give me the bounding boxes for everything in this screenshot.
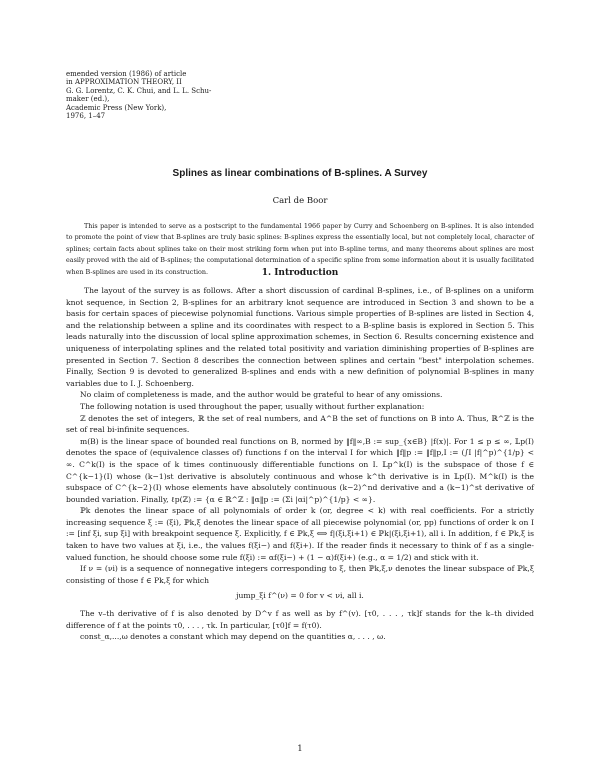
paragraph: The following notation is used throughout the paper, usually without further explanation: xyxy=(80,401,425,411)
paragraph: The layout of the survey is as follows. After a short discussion of cardinal B-splines, i.e., of B-splines on a uniform knot sequence, in Section 2, B-splines for an arbitrary knot sequence are introduced in Section 3 and shown to be a basis for certain spaces of piecewise polynomial functions. Various simple properties of B-splines are listed in Section 4, and the relationship between a spline and its coordinates with respect to a B-spline basis is explored in Section 5. This leads naturally into the discussion of local spline approximation schemes, in Section 6. Results concerning existence and uniqueness of interpolating splines and the related total positivity and variation diminishing properties of B-splines are presented in Section 7. Section 8 describes the connection between splines and certain "best" interpolation schemes. Finally, Section 9 is devoted to generalized B-splines and ends with a new definition of polynomial B-splines in many variables due to I. J. Schoenberg. xyxy=(66,286,534,388)
abstract: This paper is intended to serve as a postscript to the fundamental 1966 paper by Curry and Schoenberg on B-splines. It is also intended to promote the point of view that B-splines are truly basic splines: B-splines express the essentially local, but not completely local, character of splines; certain facts about splines take on their most striking form when put into B-spline terms, and many theorems about splines are most easily proved with the aid of B-splines; the computational determination of a specific spline from some information about it is usually facilitated when B-splines are used in its construction. xyxy=(66,222,534,276)
paragraph: m(B) is the linear space of bounded real functions on B, normed by ‖f‖∞,B := sup_{x∈B} |f(x)|. For 1 ≤ p ≤ ∞, 𝕃p(I) denotes the space of (equivalence classes of) functions f on the interval I for which ‖f‖p := ‖f‖p,I := (∫I |f|^p)^{1/p} < ∞. C^k(I) is the space of k times continuously differentiable functions on I. 𝕃p^k(I) is the subspace of those f ∈ C^{k−1}(I) whose (k−1)st derivative is absolutely continuous and whose k^th derivative is in 𝕃p(I). M^k(I) is the subspace of C^{k−2}(I) whose elements have absolutely continuous (k−2)^nd derivative and a (k−1)^st derivative of bounded variation. Finally, ℓp(ℤ) := {α ∈ ℝ^ℤ : ‖α‖p := (Σi |αi|^p)^{1/p} < ∞}. xyxy=(66,436,534,504)
page-number: 1 xyxy=(297,744,303,754)
paragraph: const_α,...,ω denotes a constant which may depend on the quantities α, . . . , ω. xyxy=(80,632,386,642)
publication-note-line: in APPROXIMATION THEORY, II xyxy=(66,78,182,87)
paragraph: ℤ denotes the set of integers, ℝ the set of real numbers, and A^B the set of functions on B into A. Thus, ℝ^ℤ is the set of real bi-infinite sequences. xyxy=(66,413,534,435)
paragraph: No claim of completeness is made, and the author would be grateful to hear of any omissions. xyxy=(80,390,443,400)
body-text xyxy=(66,285,534,643)
publication-note-line: maker (ed.), xyxy=(66,95,110,104)
publication-note-line: Academic Press (New York), xyxy=(66,103,167,112)
paragraph: ℙk denotes the linear space of all polynomials of order k (or, degree < k) with real coefficients. For a strictly increasing sequence ξ := (ξi), ℙk,ξ denotes the linear space of all piecewise polynomial (or, pp) functions of order k on I := [inf ξi, sup ξi] with breakpoint sequence ξ. Explicitly, f ∈ ℙk,ξ ⟺ f|(ξi,ξi+1) ∈ ℙk|(ξi,ξi+1), all i. In addition, f ∈ ℙk,ξ is taken to have two values at ξi, i.e., the values f(ξi−) and f(ξi+). If the reader finds it necessary to think of f as a single-valued function, he should choose some rule f(ξi) := αf(ξi−) + (1 − α)f(ξi+) (e.g., α = 1/2) and stick with it. xyxy=(66,506,534,562)
section-heading: 1. Introduction xyxy=(261,268,339,278)
display-equation: jump_ξi f^(ν) = 0 for v < νi, all i. xyxy=(236,591,364,601)
publication-note-line: G. G. Lorentz, C. K. Chui, and L. L. Schu- xyxy=(66,86,212,95)
paper-author: Carl de Boor xyxy=(272,196,328,206)
publication-note-line: emended version (1986) of article xyxy=(66,70,187,78)
paragraph: If ν = (νi) is a sequence of nonnegative integers corresponding to ξ, then ℙk,ξ,ν denotes the linear subspace of ℙk,ξ consisting of those f ∈ Pk,ξ for which xyxy=(66,564,534,585)
publication-note xyxy=(66,70,326,120)
paragraph: The v–th derivative of f is also denoted by D^v f as well as by f^(v). [τ0, . . . , τk]f stands for the k–th divided difference of f at the points τ0, . . . , τk. In particular, [τ0]f = f(τ0). xyxy=(66,609,534,630)
publication-note-line: 1976, 1–47 xyxy=(66,112,106,121)
paper-title: Splines as linear combinations of B-splines. A Survey xyxy=(172,168,428,179)
